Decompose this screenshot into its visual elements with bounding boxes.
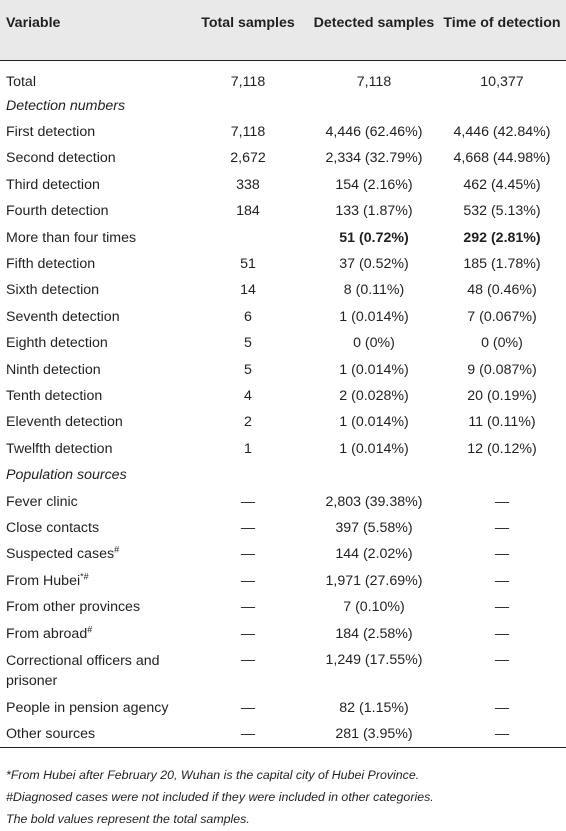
cell-detected-samples: 2 (0.028%) — [339, 387, 409, 404]
cell-detected-samples: 397 (5.58%) — [335, 519, 413, 536]
cell-detected-samples: 1 (0.014%) — [339, 414, 409, 431]
cell-time-of-detection: — — [494, 519, 510, 536]
cell-time-of-detection: 9 (0.087%) — [467, 361, 537, 378]
cell-total-samples: — — [240, 572, 256, 589]
table-row — [0, 488, 566, 514]
cell-time-of-detection: 7 (0.067%) — [467, 308, 537, 325]
row-label — [0, 198, 186, 224]
table-row — [0, 198, 566, 224]
header-variable: Variable — [6, 15, 61, 31]
cell-detected-samples: 8 (0.11%) — [343, 282, 405, 299]
cell-time-of-detection: 0 (0%) — [481, 335, 523, 352]
cell-detected-samples: 7,118 — [356, 73, 392, 90]
cell-detected-samples: 1,249 (17.55%) — [325, 651, 423, 668]
row-label-text: Correctional officers and prisoner — [6, 652, 160, 689]
row-label-text: From Hubei — [6, 572, 81, 589]
row-label-text: Third detection — [6, 176, 100, 193]
cell-time-of-detection: — — [494, 546, 510, 563]
row-label — [0, 647, 186, 695]
row-label-text: From other provinces — [6, 599, 141, 616]
row-label — [0, 172, 186, 198]
row-label-text: From abroad — [6, 625, 88, 642]
row-label-text: More than four times — [6, 229, 137, 246]
table-row — [0, 409, 566, 435]
row-label-text: Eighth detection — [6, 335, 108, 352]
cell-total-samples: 4 — [244, 387, 252, 404]
cell-detected-samples: 7 (0.10%) — [343, 599, 405, 616]
row-label — [0, 330, 186, 356]
cell-detected-samples: 1,971 (27.69%) — [325, 572, 423, 589]
cell-detected-samples: 154 (2.16%) — [335, 176, 413, 193]
cell-detected-samples: 2,803 (39.38%) — [325, 493, 423, 510]
table-row — [0, 620, 566, 646]
cell-detected-samples: 4,446 (62.46%) — [325, 124, 423, 141]
cell-time-of-detection: — — [494, 493, 510, 510]
row-label-text: Eleventh detection — [6, 414, 123, 431]
table-row — [0, 356, 566, 382]
table-row — [0, 436, 566, 462]
table-row — [0, 647, 566, 695]
table-row — [0, 251, 566, 277]
cell-total-samples: 5 — [244, 335, 252, 352]
cell-time-of-detection: 185 (1.78%) — [463, 256, 541, 273]
row-label — [0, 721, 186, 748]
cell-total-samples: 1 — [244, 440, 252, 457]
header-time-of-detection: Time of detection — [443, 15, 561, 31]
table-row — [0, 594, 566, 620]
row-label — [0, 383, 186, 409]
cell-total-samples: 6 — [244, 308, 252, 325]
cell-time-of-detection: — — [494, 726, 510, 743]
cell-time-of-detection: 4,668 (44.98%) — [453, 150, 551, 167]
row-label-text: Other sources — [6, 726, 96, 743]
table-row-total — [0, 60, 566, 93]
table-row — [0, 721, 566, 748]
section-header-row — [0, 93, 566, 119]
table-row — [0, 172, 566, 198]
cell-total-samples: 2,672 — [230, 150, 266, 167]
cell-total-samples: — — [240, 599, 256, 616]
cell-total-samples: 14 — [240, 282, 256, 299]
cell-time-of-detection: — — [494, 625, 510, 642]
row-label — [0, 409, 186, 435]
footnote-marker: # — [114, 544, 120, 555]
row-label — [0, 568, 186, 594]
table-row — [0, 304, 566, 330]
section-header-row — [0, 462, 566, 488]
row-label — [0, 515, 186, 541]
cell-total-samples: 184 — [236, 203, 260, 220]
table-row — [0, 695, 566, 721]
cell-total-samples: — — [240, 699, 256, 716]
cell-detected-samples: 37 (0.52%) — [339, 256, 409, 273]
cell-total-samples: 7,118 — [230, 73, 266, 90]
row-label-text: Sixth detection — [6, 282, 100, 299]
table-header-row — [0, 0, 566, 60]
cell-total-samples: — — [240, 625, 256, 642]
table-row — [0, 383, 566, 409]
row-label — [0, 224, 186, 250]
row-label — [0, 695, 186, 721]
row-label-text: Twelfth detection — [6, 440, 113, 457]
cell-detected-samples: 1 (0.014%) — [339, 440, 409, 457]
cell-time-of-detection: 4,446 (42.84%) — [453, 124, 551, 141]
table-row — [0, 330, 566, 356]
cell-total-samples — [186, 224, 310, 250]
cell-time-of-detection: — — [494, 599, 510, 616]
header-total-samples: Total samples — [201, 15, 295, 31]
row-label-text: Fourth detection — [6, 203, 109, 220]
table-body — [0, 60, 566, 748]
table-row — [0, 277, 566, 303]
cell-time-of-detection: 12 (0.12%) — [467, 440, 537, 457]
cell-detected-samples: 184 (2.58%) — [335, 625, 413, 642]
cell-total-samples: — — [240, 519, 256, 536]
row-label — [0, 251, 186, 277]
cell-time-of-detection: 532 (5.13%) — [463, 203, 541, 220]
row-label — [0, 541, 186, 567]
cell-detected-samples: 2,334 (32.79%) — [325, 150, 423, 167]
row-label-text: Ninth detection — [6, 361, 101, 378]
cell-total-samples: 2 — [244, 414, 252, 431]
row-label — [0, 436, 186, 462]
cell-time-of-detection: — — [494, 699, 510, 716]
cell-total-samples: — — [240, 651, 256, 668]
cell-time-of-detection: 10,377 — [480, 73, 524, 90]
cell-time-of-detection: 11 (0.11%) — [468, 414, 536, 431]
table-row — [0, 145, 566, 171]
section-title: Detection numbers — [6, 97, 126, 114]
cell-detected-samples: 144 (2.02%) — [335, 546, 413, 563]
cell-detected-samples: 1 (0.014%) — [339, 308, 409, 325]
table-footnotes — [6, 764, 562, 830]
cell-total-samples: 51 — [240, 256, 256, 273]
table-row — [0, 568, 566, 594]
row-label — [0, 119, 186, 145]
section-title: Population sources — [6, 467, 127, 484]
cell-total-samples: 338 — [236, 176, 260, 193]
row-label — [0, 620, 186, 646]
cell-detected-samples: 133 (1.87%) — [335, 203, 413, 220]
cell-total-samples: 5 — [244, 361, 252, 378]
cell-time-of-detection: — — [494, 572, 510, 589]
row-label: Total — [6, 73, 36, 90]
row-label — [0, 356, 186, 382]
cell-total-samples: — — [240, 546, 256, 563]
row-label-text: Seventh detection — [6, 308, 120, 325]
footnote-marker: # — [87, 623, 93, 634]
row-label — [0, 488, 186, 514]
row-label — [0, 145, 186, 171]
cell-detected-samples: 1 (0.014%) — [339, 361, 409, 378]
cell-time-of-detection: 20 (0.19%) — [467, 387, 537, 404]
footnote-bold: The bold values represent the total samples. — [6, 812, 250, 826]
row-label-text: Second detection — [6, 150, 116, 167]
cell-total-samples: — — [240, 726, 256, 743]
table-row — [0, 541, 566, 567]
row-label — [0, 277, 186, 303]
cell-time-of-detection: 462 (4.45%) — [463, 176, 541, 193]
cell-detected-samples: 51 (0.72%) — [339, 229, 409, 246]
row-label-text: Suspected cases — [6, 546, 115, 563]
header-detected-samples: Detected samples — [313, 15, 435, 31]
cell-total-samples: — — [240, 493, 256, 510]
cell-detected-samples: 281 (3.95%) — [335, 726, 413, 743]
row-label-text: People in pension agency — [6, 699, 169, 716]
cell-detected-samples: 82 (1.15%) — [339, 699, 409, 716]
cell-detected-samples: 0 (0%) — [353, 335, 395, 352]
table-row — [0, 224, 566, 250]
cell-time-of-detection: 48 (0.46%) — [467, 282, 537, 299]
footnote-diagnosed: #Diagnosed cases were not included if they were included in other categories. — [6, 790, 434, 804]
row-label-text: Fifth detection — [6, 256, 96, 273]
cell-time-of-detection: — — [494, 651, 510, 668]
row-label-text: Tenth detection — [6, 387, 103, 404]
row-label-text: First detection — [6, 124, 96, 141]
row-label — [0, 594, 186, 620]
footnote-hubei: *From Hubei after February 20, Wuhan is the capital city of Hubei Province. — [6, 768, 420, 782]
cell-time-of-detection: 292 (2.81%) — [463, 229, 541, 246]
cell-total-samples: 7,118 — [230, 124, 266, 141]
row-label — [0, 304, 186, 330]
table-row — [0, 515, 566, 541]
row-label-text: Close contacts — [6, 519, 100, 536]
row-label-text: Fever clinic — [6, 493, 78, 510]
table-row — [0, 119, 566, 145]
footnote-marker: *# — [80, 570, 89, 581]
